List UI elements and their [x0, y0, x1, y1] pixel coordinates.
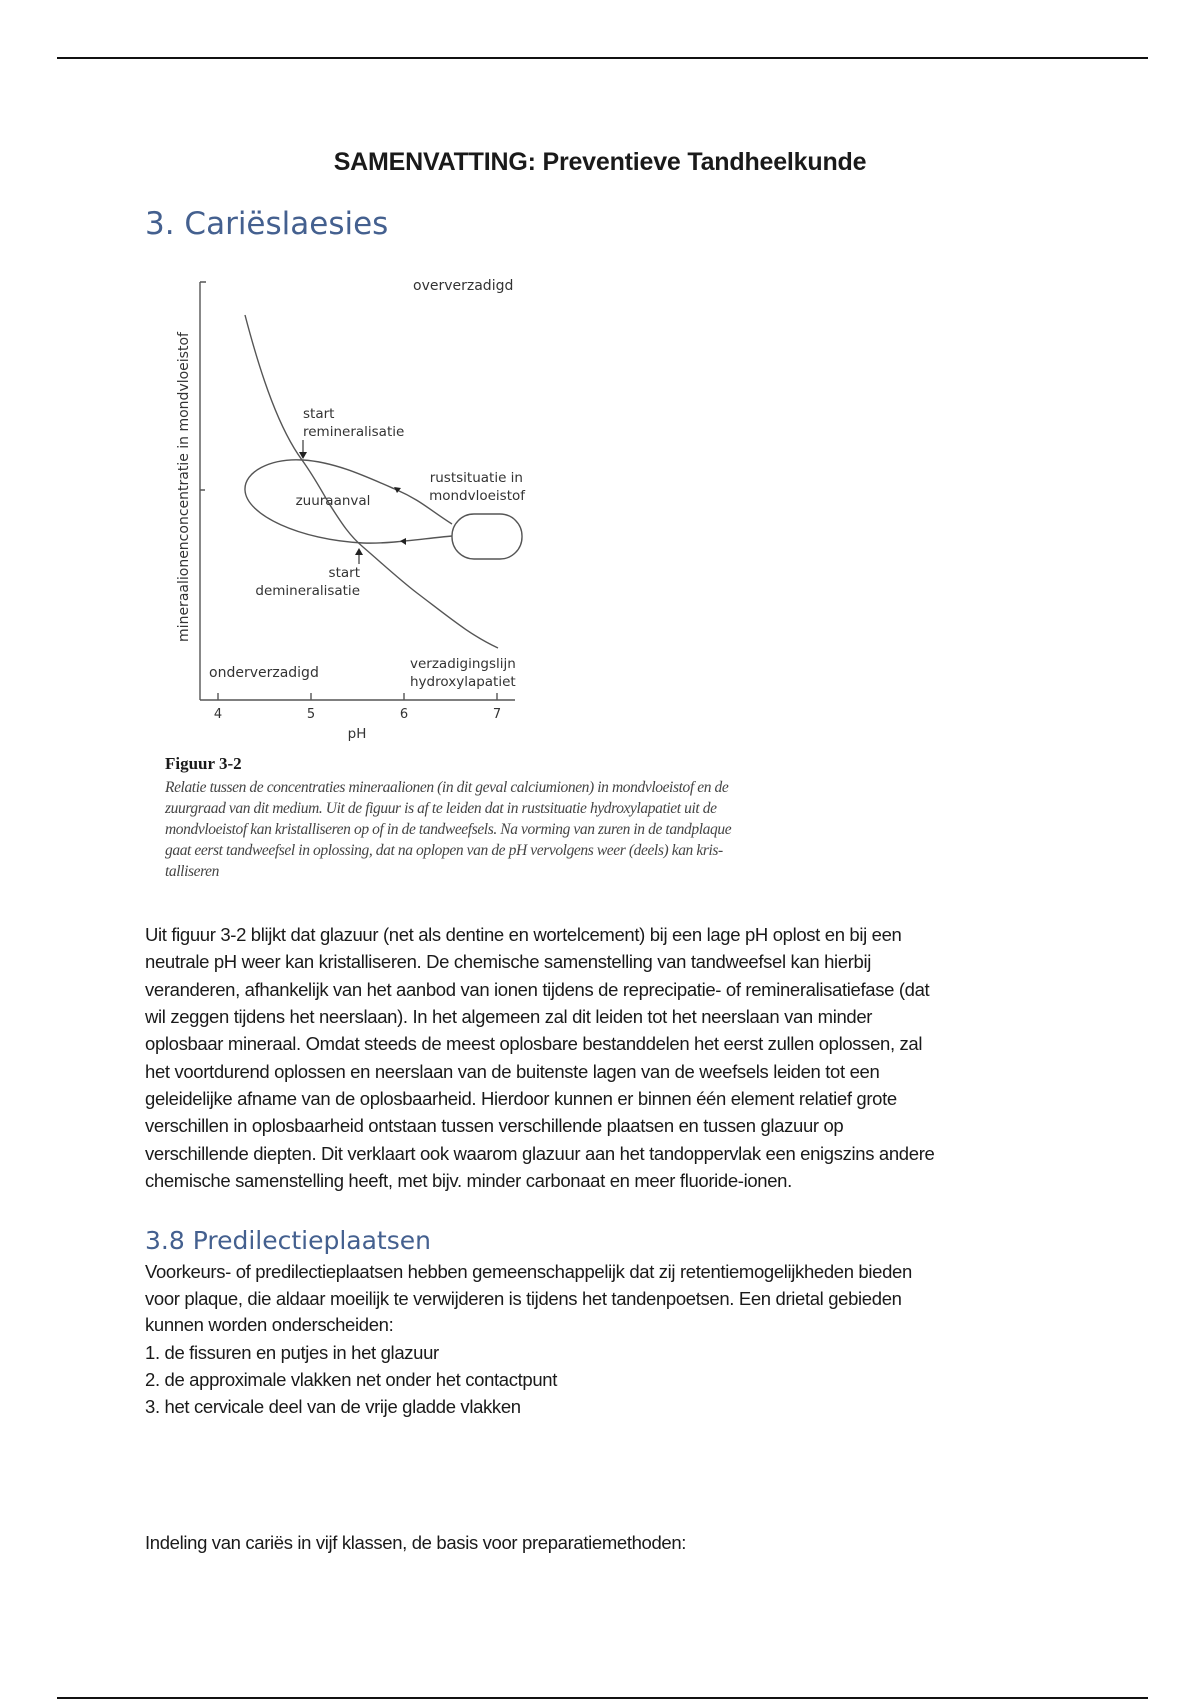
- paragraph-line: voor plaque, die aldaar moeilijk te verwijderen is tijdens het tandenpoetsen. Een drietal gebieden: [145, 1288, 902, 1309]
- figure-caption-line: gaat eerst tandweefsel in oplossing, dat na oplopen van de pH vervolgens weer (deels) kan kris-: [165, 842, 723, 859]
- paragraph-line: neutrale pH weer kan kristalliseren. De chemische samenstelling van tandweefsel kan hierbij: [145, 951, 872, 972]
- closing-line: Indeling van cariës in vijf klassen, de basis voor preparatiemethoden:: [145, 1532, 687, 1553]
- x-axis-label: pH: [347, 726, 367, 742]
- label-rest-2: mondvloeistof: [429, 488, 525, 504]
- label-remineralisatie: remineralisatie: [303, 424, 405, 440]
- figure-diagram: [0, 0, 600, 750]
- list-item: 1. de fissuren en putjes in het glazuur: [145, 1342, 439, 1363]
- x-tick-label: 7: [492, 707, 502, 722]
- figure-caption-line: zuurgraad van dit medium. Uit de figuur is af te leiden dat in rustsituatie hydroxylapatiet uit de: [165, 800, 717, 817]
- paragraph-line: verschillen in oplosbaarheid ontstaan tussen verschillende plaatsen en tussen glazuur op: [145, 1115, 844, 1136]
- y-axis-label: mineraalionenconcentratie in mondvloeistof: [176, 332, 192, 642]
- x-tick-label: 4: [213, 707, 223, 722]
- x-axis: [200, 693, 515, 700]
- paragraph-line: verschillende diepten. Dit verklaart ook waarom glazuur aan het tandoppervlak een enigszins andere: [145, 1143, 935, 1164]
- label-start-demin: start: [328, 565, 360, 581]
- paragraph-line: het voortdurend oplossen en neerslaan van de buitenste lagen van de weefsels leiden tot een: [145, 1061, 880, 1082]
- label-start-remin: start: [303, 406, 335, 422]
- label-acid-attack: zuuraanval: [295, 493, 371, 509]
- subheading-predilectieplaatsen: 3.8 Predilectieplaatsen: [145, 1226, 431, 1255]
- paragraph-line: wil zeggen tijdens het neerslaan). In het algemeen zal dit leiden tot het neerslaan van minder: [145, 1006, 873, 1027]
- label-undersaturated: onderverzadigd: [209, 665, 319, 681]
- document-title: SAMENVATTING: Preventieve Tandheelkunde: [333, 148, 867, 176]
- label-demineralisatie: demineralisatie: [255, 583, 360, 599]
- paragraph-line: geleidelijke afname van de oplosbaarheid. Hierdoor kunnen er binnen één element relatief grote: [145, 1088, 897, 1109]
- list-item: 2. de approximale vlakken net onder het contactpunt: [145, 1369, 558, 1390]
- paragraph-line: oplosbaar mineraal. Omdat steeds de meest oplosbare bestanddelen het eerst zullen oplossen, zal: [145, 1033, 923, 1054]
- paragraph-line: Uit figuur 3-2 blijkt dat glazuur (net als dentine en wortelcement) bij een lage pH oplost en bij een: [145, 924, 902, 945]
- bottom-rule: [57, 1697, 1148, 1699]
- figure-caption-line: talliseren: [165, 863, 219, 880]
- x-tick-label: 5: [306, 707, 316, 722]
- y-axis: [200, 282, 206, 700]
- label-rest-1: rustsituatie in: [429, 470, 523, 486]
- figure-caption-line: mondvloeistof kan kristalliseren op of in de tandweefsels. Na vorming van zuren in de tandplaque: [165, 821, 732, 838]
- paragraph-line: chemische samenstelling heeft, met bijv. minder carbonaat en meer fluoride-ionen.: [145, 1170, 792, 1191]
- rest-state-box: [452, 514, 522, 559]
- label-hydroxylapatite: hydroxylapatiet: [410, 674, 516, 690]
- paragraph-line: Voorkeurs- of predilectieplaatsen hebben gemeenschappelijk dat zij retentiemogelijkheden bieden: [145, 1261, 912, 1282]
- x-tick-label: 6: [399, 707, 409, 722]
- list-item: 3. het cervicale deel van de vrije gladde vlakken: [145, 1396, 521, 1417]
- label-oversaturated: oververzadigd: [413, 278, 514, 294]
- paragraph-line: veranderen, afhankelijk van het aanbod van ionen tijdens de reprecipatie- of remineralisatiefase (dat: [145, 979, 930, 1000]
- paragraph-line: kunnen worden onderscheiden:: [145, 1314, 394, 1335]
- figure-caption-title: Figuur 3-2: [165, 754, 242, 773]
- label-saturation-line: verzadigingslijn: [410, 656, 516, 672]
- section-heading: 3. Cariëslaesies: [145, 206, 389, 242]
- figure-caption-line: Relatie tussen de concentraties mineraalionen (in dit geval calciumionen) in mondvloeistof en de: [165, 779, 729, 796]
